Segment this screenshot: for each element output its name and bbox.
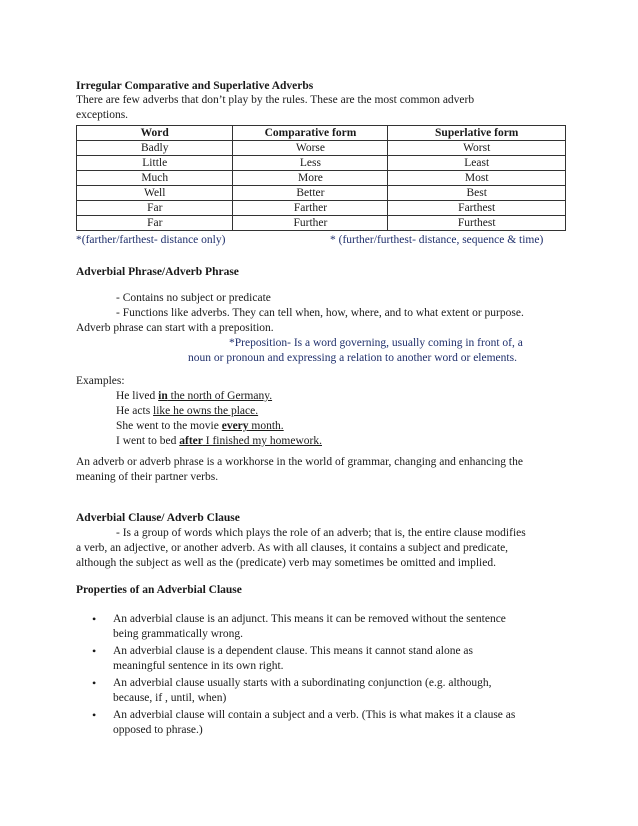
bullet-icon: • — [92, 708, 97, 722]
list-item: • An adverbial clause is an adjunct. This means it can be removed without the sentence being grammatically wrong. — [92, 612, 506, 640]
table-row — [77, 216, 566, 231]
example-sentence: I went to bed after I finished my homework. — [116, 435, 322, 447]
table-row — [77, 186, 566, 201]
clause-heading: Adverbial Clause/ Adverb Clause — [76, 512, 240, 524]
example-keyword: every — [221, 420, 249, 432]
examples-label: Examples: — [76, 375, 125, 387]
table-header-comparative: Comparative form — [233, 126, 388, 141]
table-cell: Little — [77, 156, 233, 171]
table-row — [77, 201, 566, 216]
phrase-line1: - Contains no subject or predicate — [116, 292, 271, 304]
table-cell: Worse — [233, 141, 388, 156]
clause-line3: although the subject as well as the (predicate) verb may sometimes be omitted and implied. — [76, 557, 496, 569]
table-cell: Farthest — [388, 201, 566, 216]
table-cell: Farther — [233, 201, 388, 216]
table-cell: Furthest — [388, 216, 566, 231]
table-cell: Better — [233, 186, 388, 201]
table-header-word: Word — [77, 126, 233, 141]
table-cell: Most — [388, 171, 566, 186]
preposition-definition-line2: noun or pronoun and expressing a relation to another word or elements. — [188, 352, 517, 364]
example-keyword: after — [179, 435, 203, 447]
table-cell: More — [233, 171, 388, 186]
clause-line2: a verb, an adjective, or another adverb. As with all clauses, it contains a subject and predicate, — [76, 542, 509, 554]
example-sentence: He lived in the north of Germany. — [116, 390, 273, 402]
table-header-row — [77, 126, 566, 141]
list-item: • An adverbial clause usually starts with a subordinating conjunction (e.g. although, because, if , until, when) — [92, 676, 492, 704]
table-cell: Badly — [77, 141, 233, 156]
table-cell: Least — [388, 156, 566, 171]
list-item: • An adverbial clause will contain a subject and a verb. (This is what makes it a clause as opposed to phrase.) — [92, 708, 516, 736]
example-keyword: like he owns the place. — [153, 405, 259, 417]
table-row — [77, 156, 566, 171]
note-farther: *(farther/farthest- distance only) — [76, 234, 226, 246]
bullet-icon: • — [92, 612, 97, 626]
properties-heading: Properties of an Adverbial Clause — [76, 584, 242, 596]
table-cell: Further — [233, 216, 388, 231]
table-header-superlative: Superlative form — [388, 126, 566, 141]
irregular-intro-line1: There are few adverbs that don’t play by the rules. These are the most common adverb — [76, 94, 475, 106]
bullet-icon: • — [92, 644, 97, 658]
example-sentence: He acts like he owns the place. — [116, 405, 259, 417]
table-cell: Far — [77, 201, 233, 216]
example-sentence: She went to the movie every month. — [116, 420, 284, 432]
phrase-line3: Adverb phrase can start with a preposition. — [76, 322, 274, 334]
phrase-heading: Adverbial Phrase/Adverb Phrase — [76, 266, 239, 278]
phrase-line2: - Functions like adverbs. They can tell when, how, where, and to what extent or purpose. — [116, 307, 524, 319]
table-cell: Far — [77, 216, 233, 231]
irregular-heading: Irregular Comparative and Superlative Adverbs — [76, 80, 314, 92]
table-cell: Much — [77, 171, 233, 186]
table-cell: Worst — [388, 141, 566, 156]
irregular-adverbs-table — [76, 125, 566, 231]
table-row — [77, 141, 566, 156]
table-cell: Well — [77, 186, 233, 201]
table-cell: Less — [233, 156, 388, 171]
phrase-summary-line2: meaning of their partner verbs. — [76, 471, 219, 483]
phrase-summary-line1: An adverb or adverb phrase is a workhorse in the world of grammar, changing and enhancing the — [76, 456, 523, 468]
list-item: • An adverbial clause is a dependent clause. This means it cannot stand alone as meaningful sentence in its own right. — [92, 644, 474, 672]
clause-line1: - Is a group of words which plays the role of an adverb; that is, the entire clause modifies — [116, 527, 526, 539]
table-cell: Best — [388, 186, 566, 201]
table-row — [77, 171, 566, 186]
note-further: * (further/furthest- distance, sequence & time) — [330, 234, 544, 246]
irregular-intro-line2: exceptions. — [76, 109, 129, 121]
example-keyword: in — [158, 390, 168, 402]
properties-list — [90, 612, 570, 740]
preposition-definition-line1: *Preposition- Is a word governing, usually coming in front of, a — [229, 337, 523, 349]
bullet-icon: • — [92, 676, 97, 690]
